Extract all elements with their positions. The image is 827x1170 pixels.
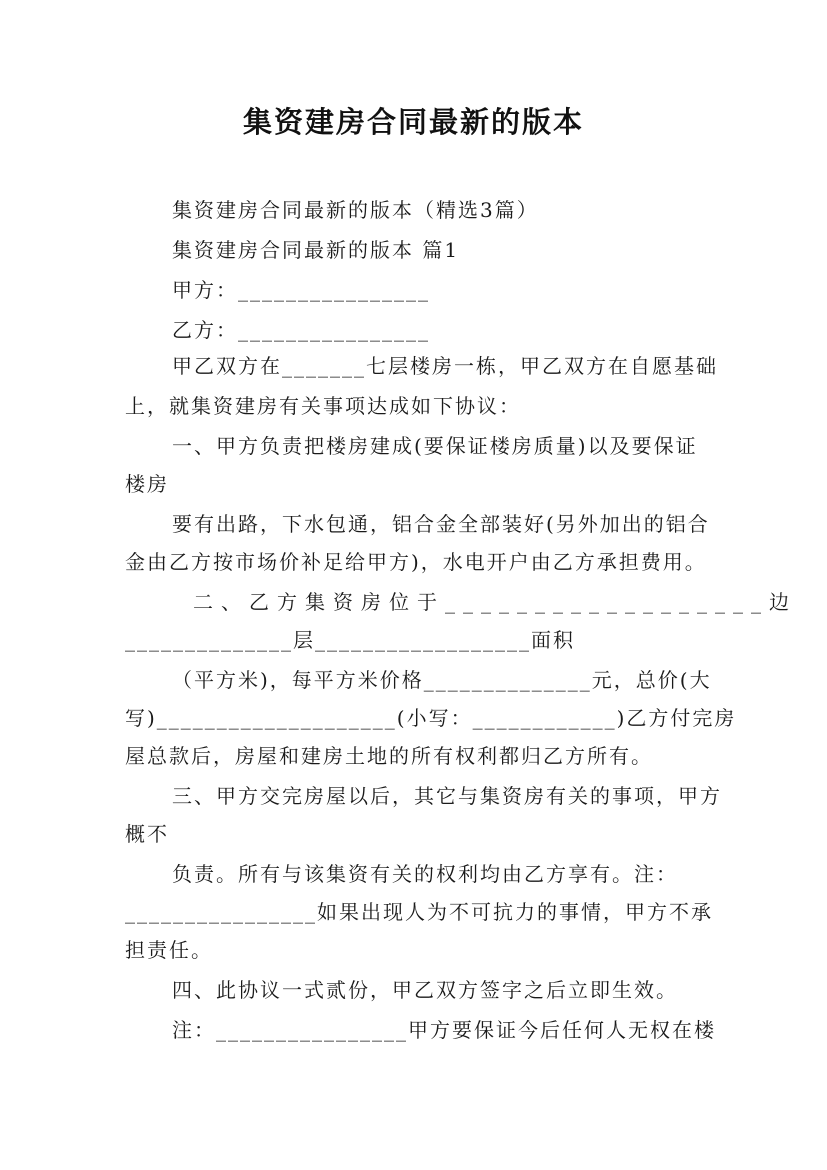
paragraph-line: ________________如果出现人为不可抗力的事情，甲方不承 <box>125 900 713 924</box>
party-b-line: 乙方：________________ <box>172 318 430 342</box>
party-a-line: 甲方：________________ <box>172 278 430 302</box>
paragraph-line: 四、此协议一式贰份，甲乙双方签字之后立即生效。 <box>172 978 678 1002</box>
paragraph-line: 要有出路，下水包通，铝合金全部装好(另外加出的铝合 <box>172 512 710 536</box>
paragraph-line: 写)____________________(小写：____________)乙方付完房 <box>125 706 737 730</box>
paragraph-line: 楼房 <box>125 472 169 496</box>
section-heading: 集资建房合同最新的版本 篇1 <box>172 238 460 262</box>
paragraph-line: 上，就集资建房有关事项达成如下协议： <box>125 394 521 418</box>
paragraph-line: 一、甲方负责把楼房建成(要保证楼房质量)以及要保证 <box>172 434 698 458</box>
paragraph-line: 负责。所有与该集资有关的权利均由乙方享有。注： <box>172 862 678 886</box>
document-title: 集资建房合同最新的版本 <box>242 105 584 139</box>
paragraph-line: 担责任。 <box>125 938 213 962</box>
subtitle-line: 集资建房合同最新的版本（精选3篇） <box>172 198 539 222</box>
paragraph-line: 甲乙双方在_______七层楼房一栋，甲乙双方在自愿基础 <box>172 354 718 378</box>
paragraph-line: 二、乙方集资房位于__________________边 <box>193 590 797 614</box>
paragraph-line: （平方米)，每平方米价格______________元，总价(大 <box>172 668 712 692</box>
paragraph-line: ______________层__________________面积 <box>125 628 575 652</box>
paragraph-line: 金由乙方按市场价补足给甲方)，水电开户由乙方承担费用。 <box>125 550 707 574</box>
paragraph-line: 三、甲方交完房屋以后，其它与集资房有关的事项，甲方 <box>172 784 722 808</box>
paragraph-line: 注：________________甲方要保证今后任何人无权在楼 <box>172 1018 716 1042</box>
paragraph-line: 屋总款后，房屋和建房土地的所有权利都归乙方所有。 <box>125 744 653 768</box>
paragraph-line: 概不 <box>125 822 169 846</box>
